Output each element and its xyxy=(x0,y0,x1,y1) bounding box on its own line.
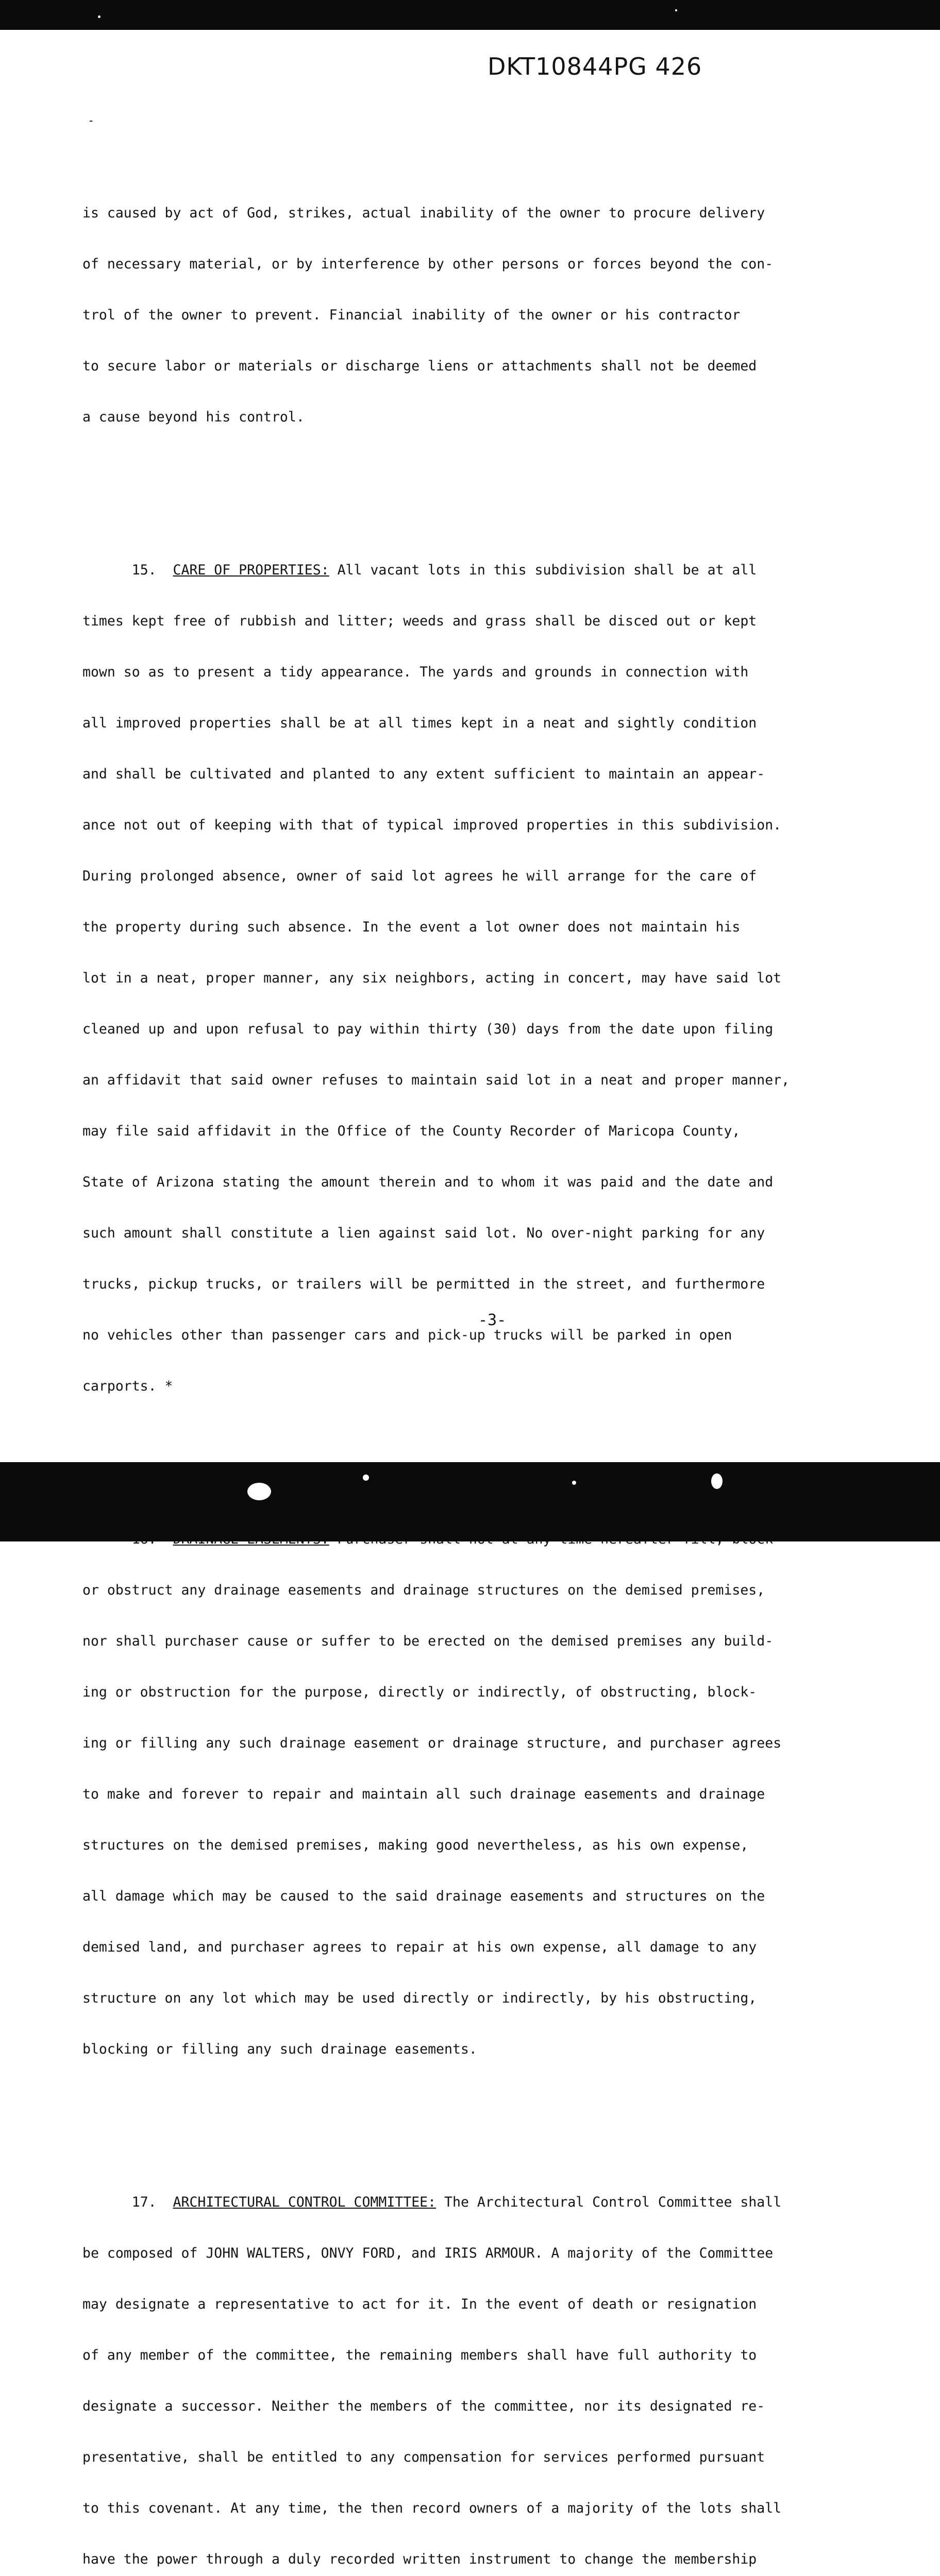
text-line: a cause beyond his control. xyxy=(82,409,305,425)
text-line: is caused by act of God, strikes, actual inability of the owner to procure delivery xyxy=(82,205,765,221)
text-line: mown so as to present a tidy appearance. The yards and grounds in connection with xyxy=(82,664,749,680)
margin-mark: - xyxy=(88,114,95,127)
section-15 xyxy=(82,528,907,1429)
text-line: of necessary material, or by interference by other persons or forces beyond the con- xyxy=(82,256,774,272)
text-line: all improved properties shall be at all times kept in a neat and sightly condition xyxy=(82,715,757,731)
text-line: to make and forever to repair and maintain all such drainage easements and drainage xyxy=(82,1786,765,1802)
text-line: an affidavit that said owner refuses to maintain said lot in a neat and proper manner, xyxy=(82,1072,790,1088)
text-line: ing or filling any such drainage easement or drainage structure, and purchaser agrees xyxy=(82,1735,782,1751)
section-lead-text: All vacant lots in this subdivision shall be at all xyxy=(329,562,757,578)
page-number: -3- xyxy=(478,1311,507,1329)
section-number: 15. xyxy=(131,562,157,578)
section-16 xyxy=(82,1497,907,2092)
text-line: blocking or filling any such drainage easements. xyxy=(82,2041,477,2057)
scan-border-bottom xyxy=(0,1462,940,1541)
text-line: lot in a neat, proper manner, any six neighbors, acting in concert, may have said lot xyxy=(82,970,782,986)
text-line: to secure labor or materials or discharge liens or attachments shall not be deemed xyxy=(82,358,757,374)
document-body xyxy=(82,120,907,2576)
text-line: be composed of JOHN WALTERS, ONVY FORD, and IRIS ARMOUR. A majority of the Committee xyxy=(82,2245,774,2261)
text-line: cleaned up and upon refusal to pay within thirty (30) days from the date upon filing xyxy=(82,1021,774,1037)
text-line: structure on any lot which may be used directly or indirectly, by his obstructing, xyxy=(82,1990,757,2006)
text-line: such amount shall constitute a lien against said lot. No over-night parking for any xyxy=(82,1225,765,1241)
text-line: carports. * xyxy=(82,1378,173,1394)
text-line: have the power through a duly recorded written instrument to change the membership xyxy=(82,2551,757,2567)
text-line: may file said affidavit in the Office of the County Recorder of Maricopa County, xyxy=(82,1123,741,1139)
text-line: ance not out of keeping with that of typical improved properties in this subdivision. xyxy=(82,817,782,833)
paragraph-continuation xyxy=(82,171,907,460)
text-line: the property during such absence. In the event a lot owner does not maintain his xyxy=(82,919,741,935)
docket-stamp: DKT10844PG 426 xyxy=(488,53,702,80)
text-line: trol of the owner to prevent. Financial inability of the owner or his contractor xyxy=(82,307,741,323)
section-heading: ARCHITECTURAL CONTROL COMMITTEE: xyxy=(173,2194,437,2210)
text-line: structures on the demised premises, making good nevertheless, as his own expense, xyxy=(82,1837,749,1853)
text-line: and shall be cultivated and planted to any extent sufficient to maintain an appear- xyxy=(82,766,765,782)
text-line: demised land, and purchaser agrees to repair at his own expense, all damage to any xyxy=(82,1939,757,1955)
text-line: may designate a representative to act for it. In the event of death or resignation xyxy=(82,2296,757,2312)
section-lead-text: The Architectural Control Committee shall xyxy=(436,2194,782,2210)
section-first-line xyxy=(82,562,907,579)
text-line: of any member of the committee, the remaining members shall have full authority to xyxy=(82,2347,757,2363)
section-number: 17. xyxy=(131,2194,157,2210)
text-line: presentative, shall be entitled to any compensation for services performed pursuant xyxy=(82,2449,765,2465)
text-line: During prolonged absence, owner of said lot agrees he will arrange for the care of xyxy=(82,868,757,884)
text-line: or obstruct any drainage easements and drainage structures on the demised premises, xyxy=(82,1582,765,1598)
text-line: trucks, pickup trucks, or trailers will be permitted in the street, and furthermore xyxy=(82,1276,765,1292)
text-line: all damage which may be caused to the said drainage easements and structures on the xyxy=(82,1888,765,1904)
text-line: designate a successor. Neither the members of the committee, nor its designated re- xyxy=(82,2398,765,2414)
scan-border-top xyxy=(0,0,940,30)
section-first-line xyxy=(82,2194,907,2211)
text-line: times kept free of rubbish and litter; weeds and grass shall be disced out or kept xyxy=(82,613,757,629)
text-line: to this covenant. At any time, the then record owners of a majority of the lots shall xyxy=(82,2500,782,2516)
text-line: State of Arizona stating the amount therein and to whom it was paid and the date and xyxy=(82,1174,774,1190)
section-17 xyxy=(82,2160,907,2576)
text-line: ing or obstruction for the purpose, directly or indirectly, of obstructing, block- xyxy=(82,1684,757,1700)
text-line: nor shall purchaser cause or suffer to be erected on the demised premises any build- xyxy=(82,1633,774,1649)
section-heading: CARE OF PROPERTIES: xyxy=(173,562,329,578)
text-line: no vehicles other than passenger cars and pick-up trucks will be parked in open xyxy=(82,1327,732,1343)
